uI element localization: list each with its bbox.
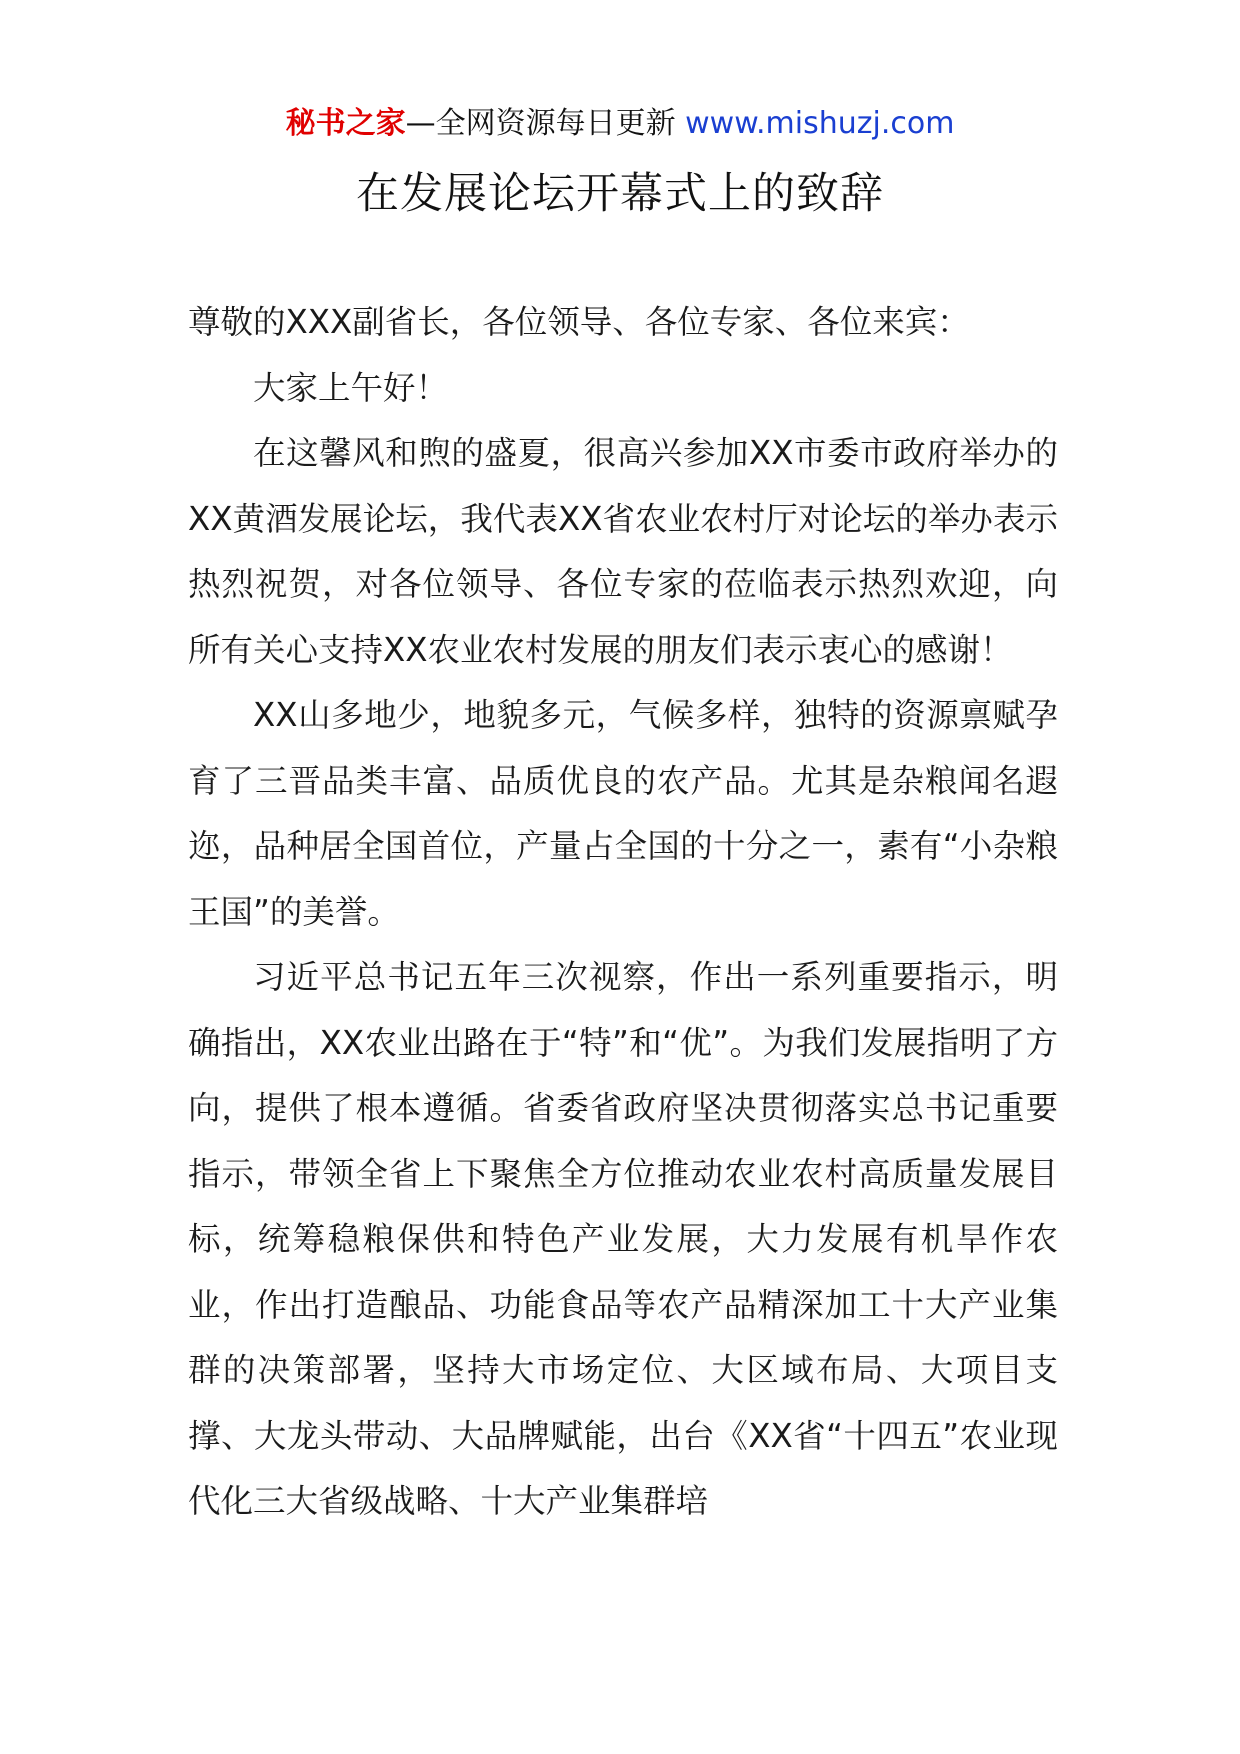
paragraph: 大家上午好！ — [253, 368, 449, 407]
site-url-link[interactable]: www.mishuzj.com — [685, 106, 955, 141]
salutation: 尊敬的XXX副省长，各位领导、各位专家、各位来宾： — [188, 303, 970, 341]
document-title: 在发展论坛开幕式上的致辞 — [356, 169, 884, 219]
banner-tagline: —全网资源每日更新 — [405, 106, 686, 141]
paragraph: 在这馨风和煦的盛夏，很高兴参加XX市委市政府举办的XX黄酒发展论坛，我代表XX省农业农村厅对论坛的举办表示热烈祝贺，对各位领导、各位专家的莅临表示热烈欢迎，向所有关心支持XX农业农村发展的朋友们表示衷心的感谢！ — [188, 434, 1058, 669]
paragraph: XX山多地少，地貌多元，气候多样，独特的资源禀赋孕育了三晋品类丰富、品质优良的农产品。尤其是杂粮闻名遐迩，品种居全国首位，产量占全国的十分之一，素有“小杂粮王国”的美誉。 — [188, 696, 1058, 931]
site-banner — [0, 104, 1240, 144]
brand-name: 秘书之家 — [285, 106, 406, 141]
paragraph: 习近平总书记五年三次视察，作出一系列重要指示，明确指出，XX农业出路在于“特”和“优”。为我们发展指明了方向，提供了根本遵循。省委省政府坚决贯彻落实总书记重要指示，带领全省上下聚焦全方位推动农业农村高质量发展目标，统筹稳粮保供和特色产业发展，大力发展有机旱作农业，作出打造酿品、功能食品等农产品精深加工十大产业集群的决策部署，坚持大市场定位、大区域布局、大项目支撑、大龙头带动、大品牌赋能，出台《XX省“十四五”农业现代化三大省级战略、十大产业集群培 — [188, 958, 1058, 1520]
document-body — [188, 290, 1058, 1535]
